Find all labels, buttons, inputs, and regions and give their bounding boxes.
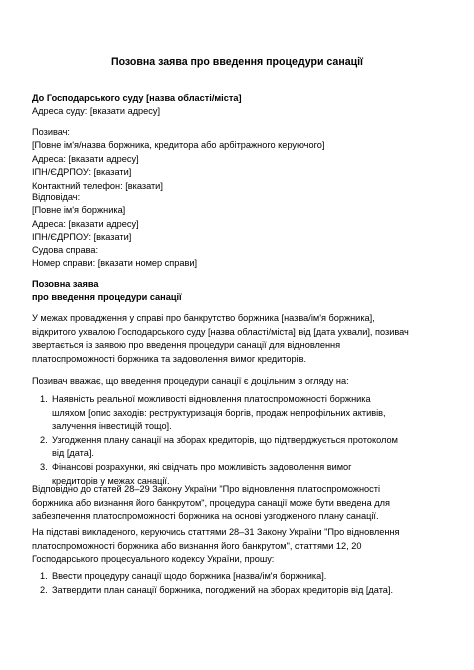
list-item-line: Затвердити план санації боржника, погоджений на зборах кредиторів від [дата]. [52,584,394,595]
reasons-intro [32,375,444,389]
request-paragraph [32,526,444,567]
list-number: 2. [40,434,48,445]
reasons-list [32,393,444,488]
list-item-line: від [дата]. [52,448,94,459]
legal-basis-line: забезпечення платоспроможності боржника на основі узгодженого плану санації. [32,511,379,522]
plaintiff-name: [Повне ім'я/назва боржника, кредитора або арбітражного керуючого] [32,140,325,151]
list-number: 1. [40,571,48,581]
list-item-line: шляхом [опис заходів: реструктуризація боргів, продаж непрофільних активів, [52,407,386,418]
request-line: На підставі викладеного, керуючись статтями 28–31 Закону України "Про відновлення [32,527,400,537]
intro-line: відкритого ухвалою Господарського суду [назва області/міста] від [дата ухвали], позивач [32,326,409,337]
intro-line: звертається із заявою про введення процедури санації для відновлення [32,340,341,351]
reasons-intro-line: Позивач вважає, що введення процедури санації є доцільним з огляду на: [32,376,349,386]
list-item-line: Наявність реальної можливості відновлення платоспроможності боржника [52,394,371,404]
document-title: Позовна заява про введення процедури санації [110,56,364,68]
court-address: Адреса суду: [вказати адресу] [32,106,161,117]
case-block [32,244,444,271]
claim-heading-line2: про введення процедури санації [32,292,182,303]
defendant-heading: Відповідач: [32,192,81,202]
list-item-line: кредиторів у межах санації. [52,475,170,486]
list-number: 3. [40,461,48,472]
list-item [32,434,444,461]
list-item-line: Фінансові розрахунки, які свідчать про можливість задоволення вимог [52,461,352,472]
plaintiff-block [32,126,444,193]
claim-heading-line1: Позовна заява [32,279,99,289]
defendant-name: [Повне ім'я боржника] [32,205,126,216]
claim-heading [32,278,444,305]
plaintiff-tax-id: ІПН/ЄДРПОУ: [вказати] [32,167,132,178]
intro-line: платоспроможності боржника та задоволення вимог кредиторів. [32,353,307,364]
legal-basis-line: боржника або визнання його банкрутом", процедура санації може бути введена для [32,497,390,508]
defendant-block [32,191,444,245]
list-item-line: Ввести процедуру санації щодо боржника [назва/ім'я боржника]. [52,571,327,581]
plaintiff-heading: Позивач: [32,127,70,137]
list-item [32,393,444,434]
request-line: платоспроможності боржника або визнання його банкрутом", статтями 12, 20 [32,540,362,551]
list-item [32,570,444,584]
requests-list [32,570,444,597]
defendant-tax-id: ІПН/ЄДРПОУ: [вказати] [32,232,132,243]
defendant-address: Адреса: [вказати адресу] [32,218,139,229]
court-name: До Господарського суду [назва області/міста] [32,93,242,103]
court-block [32,92,444,119]
legal-basis-line: Відповідно до статей 28–29 Закону України "Про відновлення платоспроможності [32,484,381,494]
list-item [32,584,444,598]
request-line: Господарського процесуального кодексу України, прошу: [32,554,275,565]
list-item-line: залучення інвестицій тощо]. [52,421,172,432]
list-number: 1. [40,394,48,404]
list-number: 2. [40,584,48,595]
case-number: Номер справи: [вказати номер справи] [32,258,198,269]
list-item-line: Узгодження плану санації на зборах кредиторів, що підтверджується протоколом [52,434,398,445]
intro-paragraph [32,312,444,366]
intro-line: У межах провадження у справі про банкрутство боржника [назва/ім'я боржника], [32,313,375,323]
case-heading: Судова справа: [32,245,99,255]
plaintiff-address: Адреса: [вказати адресу] [32,153,139,164]
legal-basis-paragraph [32,483,444,524]
plaintiff-phone: Контактний телефон: [вказати] [32,180,163,191]
